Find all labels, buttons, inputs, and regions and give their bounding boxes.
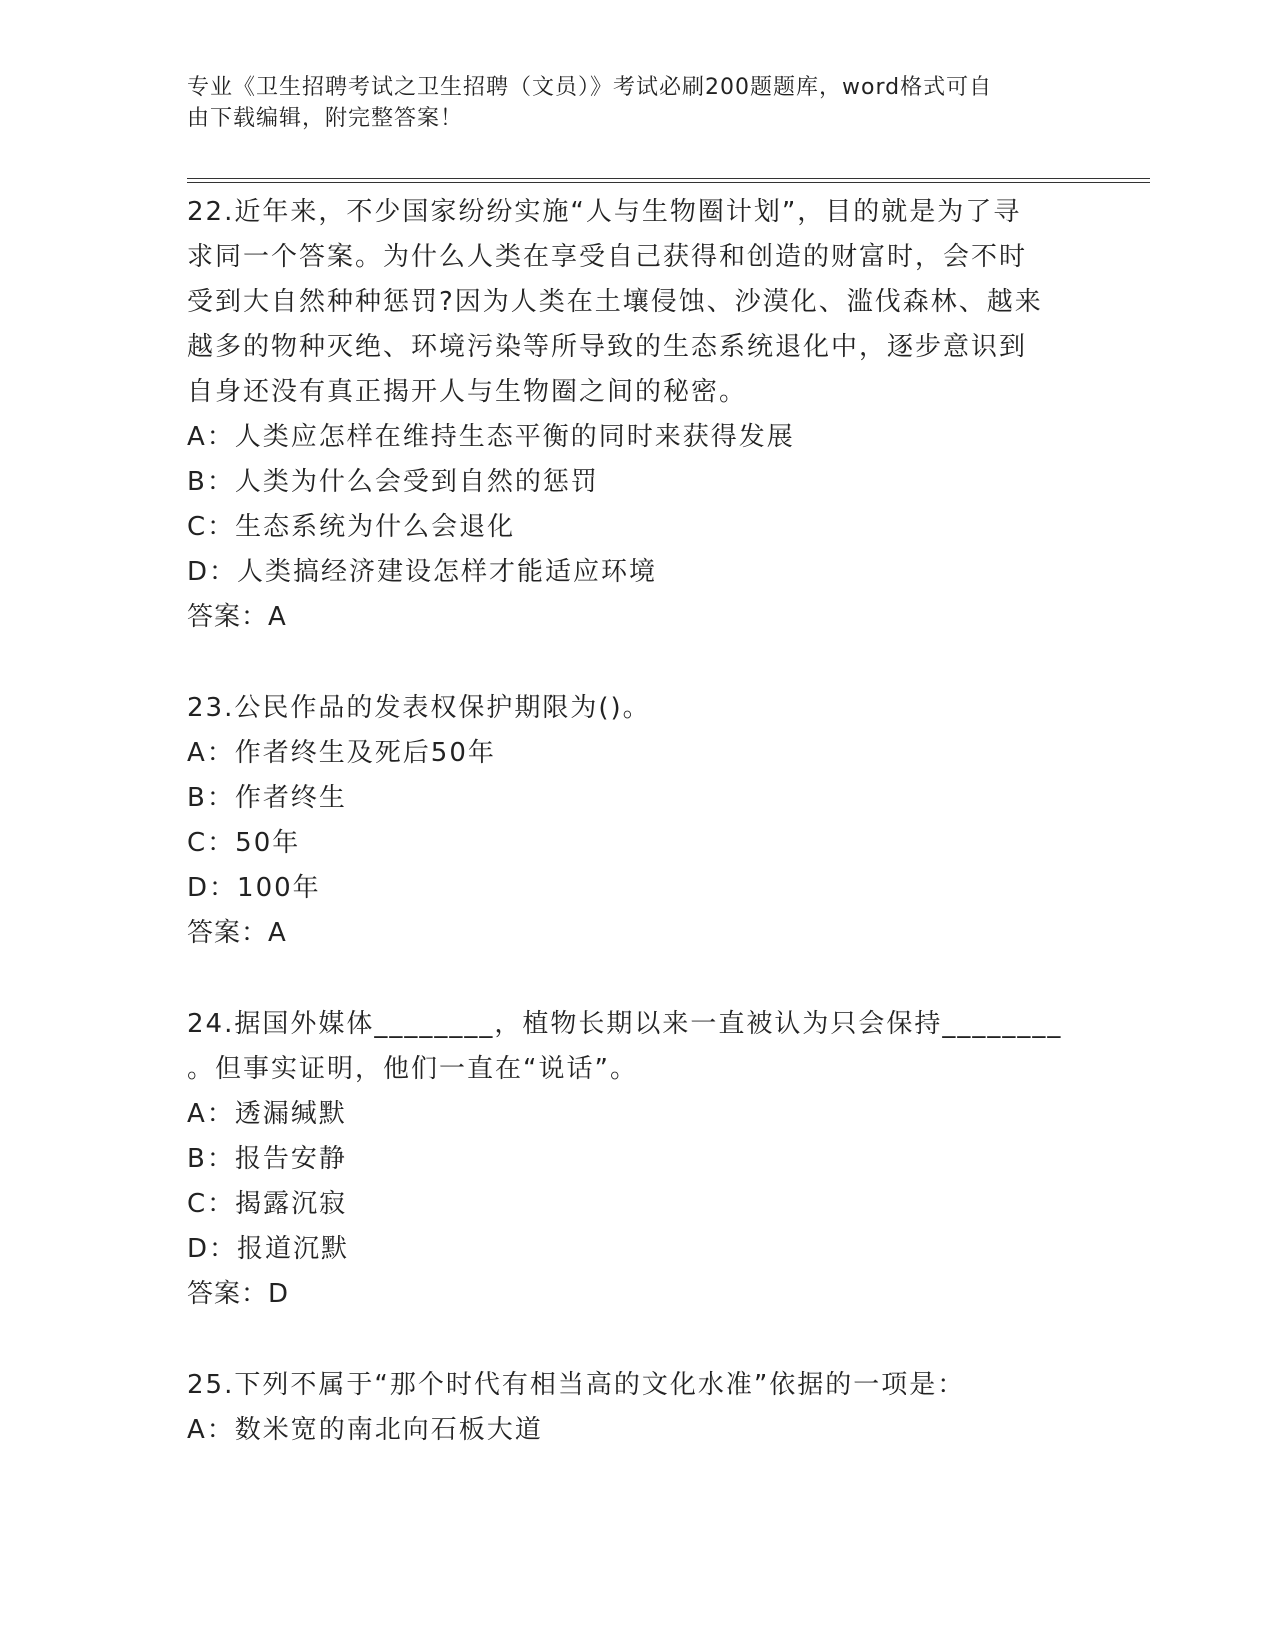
option-d: D：人类搞经济建设怎样才能适应环境 — [187, 557, 658, 587]
question-24 — [187, 1002, 1067, 1317]
document-header — [187, 72, 1067, 134]
header-divider-bottom — [187, 182, 1150, 183]
option-a: A：人类应怎样在维持生态平衡的同时来获得发展 — [187, 422, 795, 452]
option-d: D：报道沉默 — [187, 1234, 350, 1264]
option-d: D：100年 — [187, 873, 321, 903]
answer-line: 答案：D — [187, 1279, 290, 1309]
question-text-line: 23.公民作品的发表权保护期限为()。 — [187, 693, 651, 723]
question-25 — [187, 1363, 1067, 1453]
question-text-line: 24.据国外媒体________，植物长期以来一直被认为只会保持________ — [187, 1009, 1063, 1039]
option-a: A：作者终生及死后50年 — [187, 738, 496, 768]
header-divider-top — [187, 178, 1150, 179]
option-c: C：揭露沉寂 — [187, 1189, 348, 1219]
question-text-line: 25.下列不属于“那个时代有相当高的文化水准”依据的一项是： — [187, 1370, 966, 1400]
question-text-line: 。但事实证明，他们一直在“说话”。 — [187, 1054, 638, 1084]
option-c: C：50年 — [187, 828, 301, 858]
option-b: B：报告安静 — [187, 1144, 347, 1174]
question-text-line: 求同一个答案。为什么人类在享受自己获得和创造的财富时，会不时 — [187, 242, 1028, 272]
question-list — [187, 190, 1067, 1499]
answer-line: 答案：A — [187, 918, 287, 948]
question-22 — [187, 190, 1067, 640]
option-b: B：人类为什么会受到自然的惩罚 — [187, 467, 599, 497]
question-text-line: 22.近年来，不少国家纷纷实施“人与生物圈计划”，目的就是为了寻 — [187, 197, 1022, 227]
option-a: A：透漏缄默 — [187, 1099, 347, 1129]
option-b: B：作者终生 — [187, 783, 347, 813]
option-c: C：生态系统为什么会退化 — [187, 512, 516, 542]
question-text-line: 自身还没有真正揭开人与生物圈之间的秘密。 — [187, 377, 748, 407]
option-a: A：数米宽的南北向石板大道 — [187, 1415, 543, 1445]
header-line-2: 由下载编辑，附完整答案！ — [187, 106, 464, 131]
question-text-line: 受到大自然种种惩罚?因为人类在土壤侵蚀、沙漠化、滥伐森林、越来 — [187, 287, 1043, 317]
answer-line: 答案：A — [187, 602, 287, 632]
question-text-line: 越多的物种灭绝、环境污染等所导致的生态系统退化中，逐步意识到 — [187, 332, 1028, 362]
question-23 — [187, 686, 1067, 956]
header-line-1: 专业《卫生招聘考试之卫生招聘（文员）》考试必刷200题题库，word格式可自 — [187, 75, 993, 100]
